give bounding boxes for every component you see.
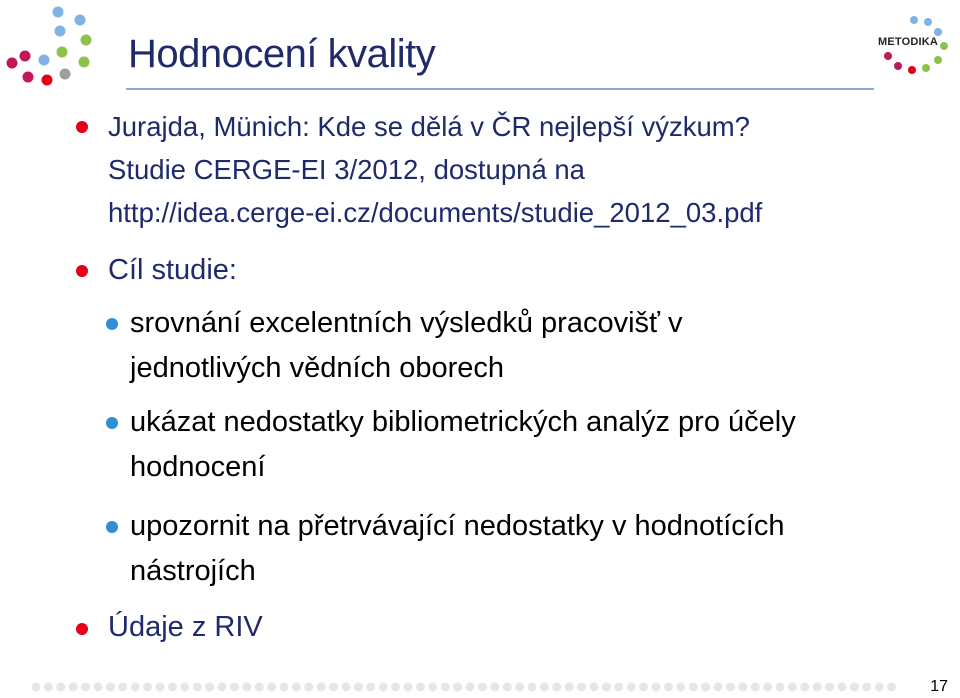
decorative-dot (466, 683, 475, 692)
sub-bullet-text-line: ukázat nedostatky bibliometrických analýz pro účely (130, 406, 796, 438)
decorative-dot (81, 683, 90, 692)
decorative-dot (664, 683, 673, 692)
decorative-dot (689, 683, 698, 692)
decorative-dot (106, 683, 115, 692)
decorative-dot (887, 683, 896, 692)
decorative-dot (701, 683, 710, 692)
decorative-dot (317, 683, 326, 692)
decorative-dot (652, 683, 661, 692)
decorative-dot (354, 683, 363, 692)
bullet-blue-icon (106, 318, 118, 330)
decorative-dot (255, 683, 264, 692)
decorative-dot (329, 683, 338, 692)
decorative-dot (552, 683, 561, 692)
decorative-dot (230, 683, 239, 692)
decorative-dot (453, 683, 462, 692)
sub-bullet-text-line: jednotlivých vědních oborech (130, 352, 505, 384)
decorative-dot (738, 683, 747, 692)
decorative-dot (540, 683, 549, 692)
decorative-dot (280, 683, 289, 692)
decorative-dot (565, 683, 574, 692)
decorative-dot (825, 683, 834, 692)
bullet-blue-icon (106, 521, 118, 533)
bullet-text-link[interactable]: http://idea.cerge-ei.cz/documents/studie_2012_03.pdf (108, 197, 763, 228)
bullet-text-line: Cíl studie: (108, 254, 237, 286)
decorative-dot (726, 683, 735, 692)
decorative-dot (515, 683, 524, 692)
bullet-text-line: Studie CERGE-EI 3/2012, dostupná na (108, 154, 585, 185)
bullet-blue-icon (106, 417, 118, 429)
decorative-dot (590, 683, 599, 692)
decorative-dot (875, 683, 884, 692)
decorative-dot (94, 683, 103, 692)
decorative-dot (366, 683, 375, 692)
decorative-dot (528, 683, 537, 692)
bullet-text-line: Jurajda, Münich: Kde se dělá v ČR nejlepší výzkum? (108, 111, 750, 142)
decorative-dot (193, 683, 202, 692)
sub-bullet-text-line: srovnání excelentních výsledků pracovišť v (130, 307, 683, 339)
decorative-dot (602, 683, 611, 692)
bullet-text-line: Údaje z RIV (108, 611, 263, 643)
decorative-dot (776, 683, 785, 692)
decorative-dot (639, 683, 648, 692)
decorative-dot (751, 683, 760, 692)
sub-bullet-text-line: hodnocení (130, 451, 266, 483)
decorative-dot (168, 683, 177, 692)
decorative-dot (69, 683, 78, 692)
decorative-dot (441, 683, 450, 692)
decorative-dot (131, 683, 140, 692)
decorative-dot (205, 683, 214, 692)
decorative-dot (416, 683, 425, 692)
decorative-dot (676, 683, 685, 692)
decorative-dot (788, 683, 797, 692)
title-underline (126, 88, 874, 90)
decorative-dot (342, 683, 351, 692)
decorative-dot (304, 683, 313, 692)
decorative-dot (850, 683, 859, 692)
slide-title: Hodnocení kvality (128, 32, 436, 76)
decorative-dot (267, 683, 276, 692)
decorative-dot (800, 683, 809, 692)
bullet-red-icon (76, 265, 88, 277)
decorative-dot (763, 683, 772, 692)
decorative-dots-bottom (30, 680, 910, 694)
sub-bullet-text-line: nástrojích (130, 555, 256, 587)
decorative-dot (428, 683, 437, 692)
decorative-dot (614, 683, 623, 692)
decorative-dot (813, 683, 822, 692)
decorative-dot (391, 683, 400, 692)
decorative-dot (862, 683, 871, 692)
decorative-dots-top-left (0, 0, 110, 100)
decorative-dot (118, 683, 127, 692)
decorative-dot (242, 683, 251, 692)
decorative-dot (503, 683, 512, 692)
decorative-dot (379, 683, 388, 692)
logo-text: METODIKA (878, 36, 939, 48)
decorative-dot (490, 683, 499, 692)
decorative-dot (292, 683, 301, 692)
page-number: 17 (930, 678, 948, 695)
sub-bullet-text-line: upozornit na přetrvávající nedostatky v hodnotících (130, 510, 785, 542)
decorative-dot (156, 683, 165, 692)
decorative-dot (180, 683, 189, 692)
decorative-dot (56, 683, 65, 692)
decorative-dot (478, 683, 487, 692)
decorative-dot (838, 683, 847, 692)
decorative-dot (143, 683, 152, 692)
decorative-dot (627, 683, 636, 692)
decorative-dot (577, 683, 586, 692)
decorative-dot (404, 683, 413, 692)
decorative-dot (44, 683, 53, 692)
bullet-red-icon (76, 623, 88, 635)
decorative-dot (32, 683, 41, 692)
bullet-red-icon (76, 121, 88, 133)
decorative-dot (218, 683, 227, 692)
decorative-dot (714, 683, 723, 692)
